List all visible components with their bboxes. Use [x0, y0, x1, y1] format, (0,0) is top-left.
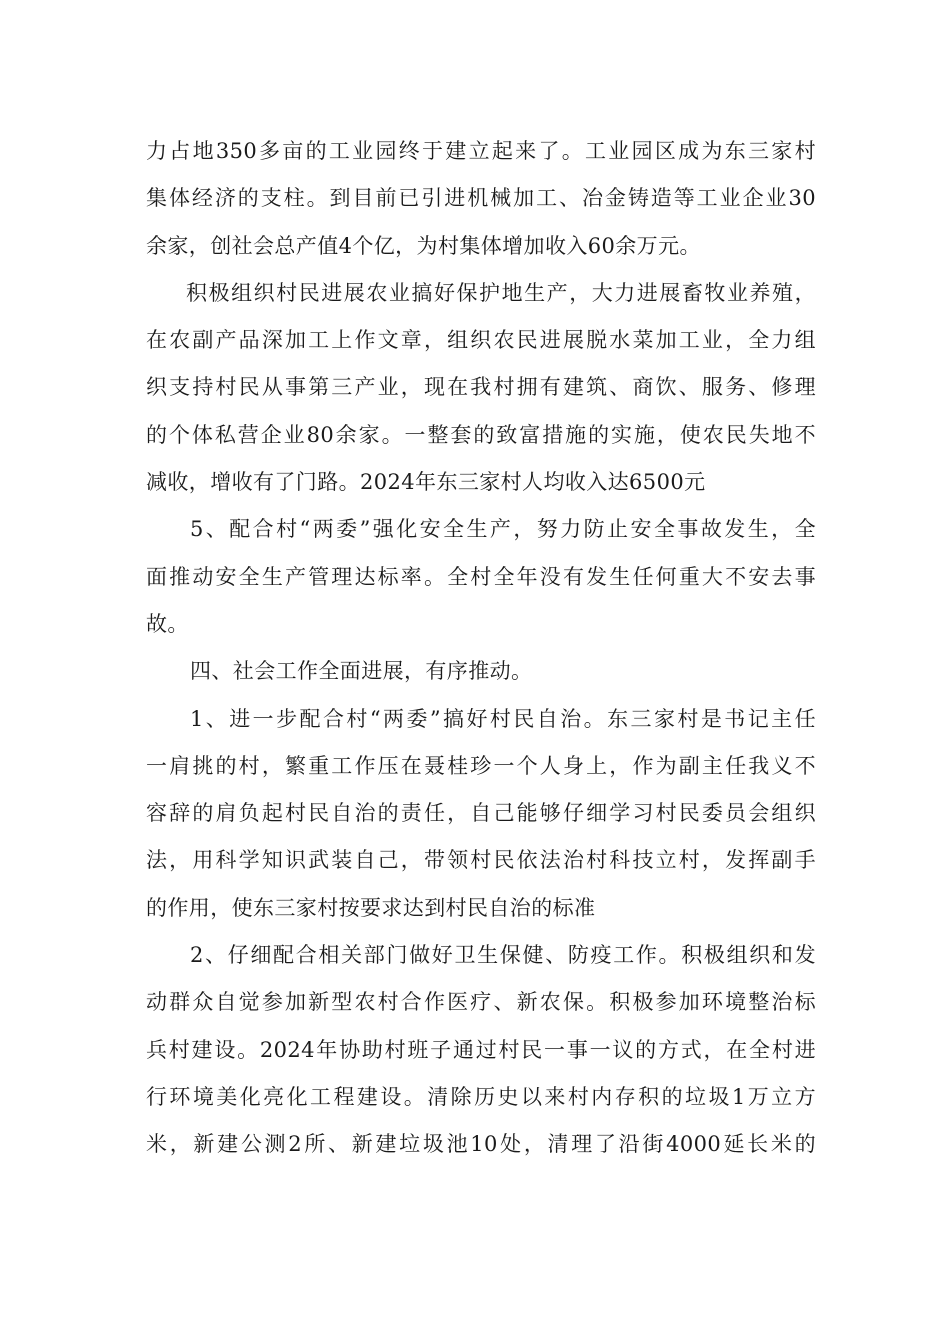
text-line: 故。: [146, 611, 189, 636]
text-line: 织支持村民从事第三产业，现在我村拥有建筑、商饮、服务、修理: [146, 375, 816, 400]
document-body: [146, 128, 816, 1169]
text-line: 面推动安全生产管理达标率。全村全年没有发生任何重大不安去事: [146, 564, 816, 589]
text-line: 余家，创社会总产值4个亿，为村集体增加收入60余万元。: [146, 233, 701, 258]
text-line: 减收，增收有了门路。2024年东三家村人均收入达6500元: [146, 470, 706, 495]
text-line: 行环境美化亮化工程建设。清除历史以来村内存积的垃圾1万立方: [146, 1084, 816, 1109]
text-line: 法，用科学知识武装自己，带领村民依法治村科技立村，发挥副手: [146, 848, 816, 873]
text-line: 兵村建设。2024年协助村班子通过村民一事一议的方式，在全村进: [146, 1037, 816, 1062]
text-line: 集体经济的支柱。到目前已引进机械加工、冶金铸造等工业企业30: [146, 186, 816, 211]
text-line: 1、进一步配合村“两委”搞好村民自治。东三家村是书记主任: [190, 706, 816, 731]
text-line: 一肩挑的村，繁重工作压在聂桂珍一个人身上，作为副主任我义不: [146, 753, 816, 778]
text-line: 2、仔细配合相关部门做好卫生保健、防疫工作。积极组织和发: [190, 943, 816, 968]
text-line: 容辞的肩负起村民自治的责任，自己能够仔细学习村民委员会组织: [146, 801, 816, 826]
text-line: 积极组织村民进展农业搞好保护地生产，大力进展畜牧业养殖，: [186, 280, 816, 305]
text-line: 5、配合村“两委”强化安全生产，努力防止安全事故发生，全: [190, 517, 816, 542]
text-line: 力占地350多亩的工业园终于建立起来了。工业园区成为东三家村: [146, 139, 816, 163]
text-line: 动群众自觉参加新型农村合作医疗、新农保。积极参加环境整治标: [146, 990, 816, 1015]
text-line: 在农副产品深加工上作文章，组织农民进展脱水菜加工业，全力组: [146, 328, 816, 353]
text-line: 的作用，使东三家村按要求达到村民自治的标准: [146, 895, 596, 920]
text-line: 米，新建公测2所、新建垃圾池10处，清理了沿街4000延长米的: [146, 1132, 816, 1157]
text-line: 的个体私营企业80余家。一整套的致富措施的实施，使农民失地不: [146, 422, 816, 447]
text-line: 四、社会工作全面进展，有序推动。: [190, 659, 533, 684]
